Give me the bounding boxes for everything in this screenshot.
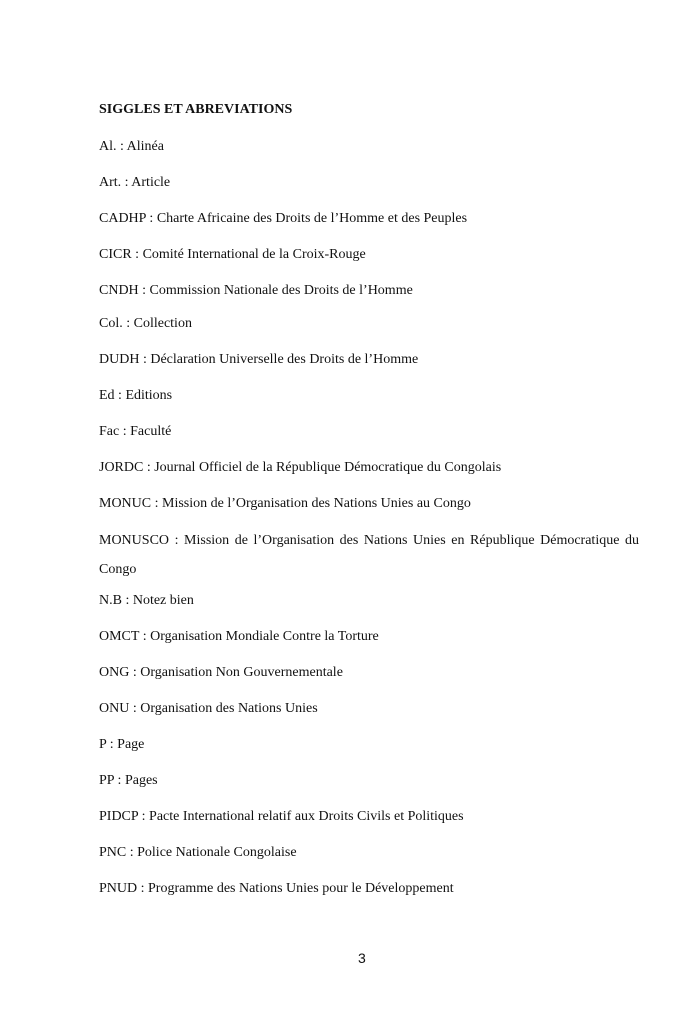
- abbreviation-entry: MONUSCO : Mission de l’Organisation des Nations Unies en République Démocratique du Congo: [99, 533, 639, 577]
- abbreviation-entry: Col. : Collection: [99, 316, 192, 331]
- abbreviation-entry: ONG : Organisation Non Gouvernementale: [99, 665, 343, 680]
- page-number: 3: [358, 950, 366, 966]
- abbreviation-entry: Al. : Alinéa: [99, 139, 164, 154]
- abbreviation-entry: Ed : Editions: [99, 388, 173, 403]
- abbreviation-entry: JORDC : Journal Officiel de la République Démocratique du Congolais: [99, 460, 502, 475]
- abbreviation-entry: P : Page: [99, 737, 145, 752]
- abbreviation-entry: Art. : Article: [99, 175, 171, 190]
- abbreviation-entry: CNDH : Commission Nationale des Droits de l’Homme: [99, 283, 413, 298]
- abbreviation-entry: N.B : Notez bien: [99, 593, 194, 608]
- abbreviation-entry: CADHP : Charte Africaine des Droits de l’Homme et des Peuples: [99, 211, 468, 226]
- abbreviation-entry: MONUC : Mission de l’Organisation des Nations Unies au Congo: [99, 496, 471, 511]
- abbreviation-entry: PP : Pages: [99, 773, 158, 788]
- abbreviation-entry: CICR : Comité International de la Croix-Rouge: [99, 247, 366, 262]
- abbreviation-entry: DUDH : Déclaration Universelle des Droits de l’Homme: [99, 352, 419, 367]
- abbreviation-entry: PNC : Police Nationale Congolaise: [99, 845, 297, 860]
- page-title: SIGGLES ET ABREVIATIONS: [99, 102, 293, 117]
- abbreviation-entry: OMCT : Organisation Mondiale Contre la Torture: [99, 629, 379, 644]
- abbreviation-entry: Fac : Faculté: [99, 424, 172, 439]
- abbreviation-entry: PIDCP : Pacte International relatif aux Droits Civils et Politiques: [99, 809, 464, 824]
- abbreviation-entry: PNUD : Programme des Nations Unies pour le Développement: [99, 881, 454, 896]
- abbreviation-entry: ONU : Organisation des Nations Unies: [99, 701, 318, 716]
